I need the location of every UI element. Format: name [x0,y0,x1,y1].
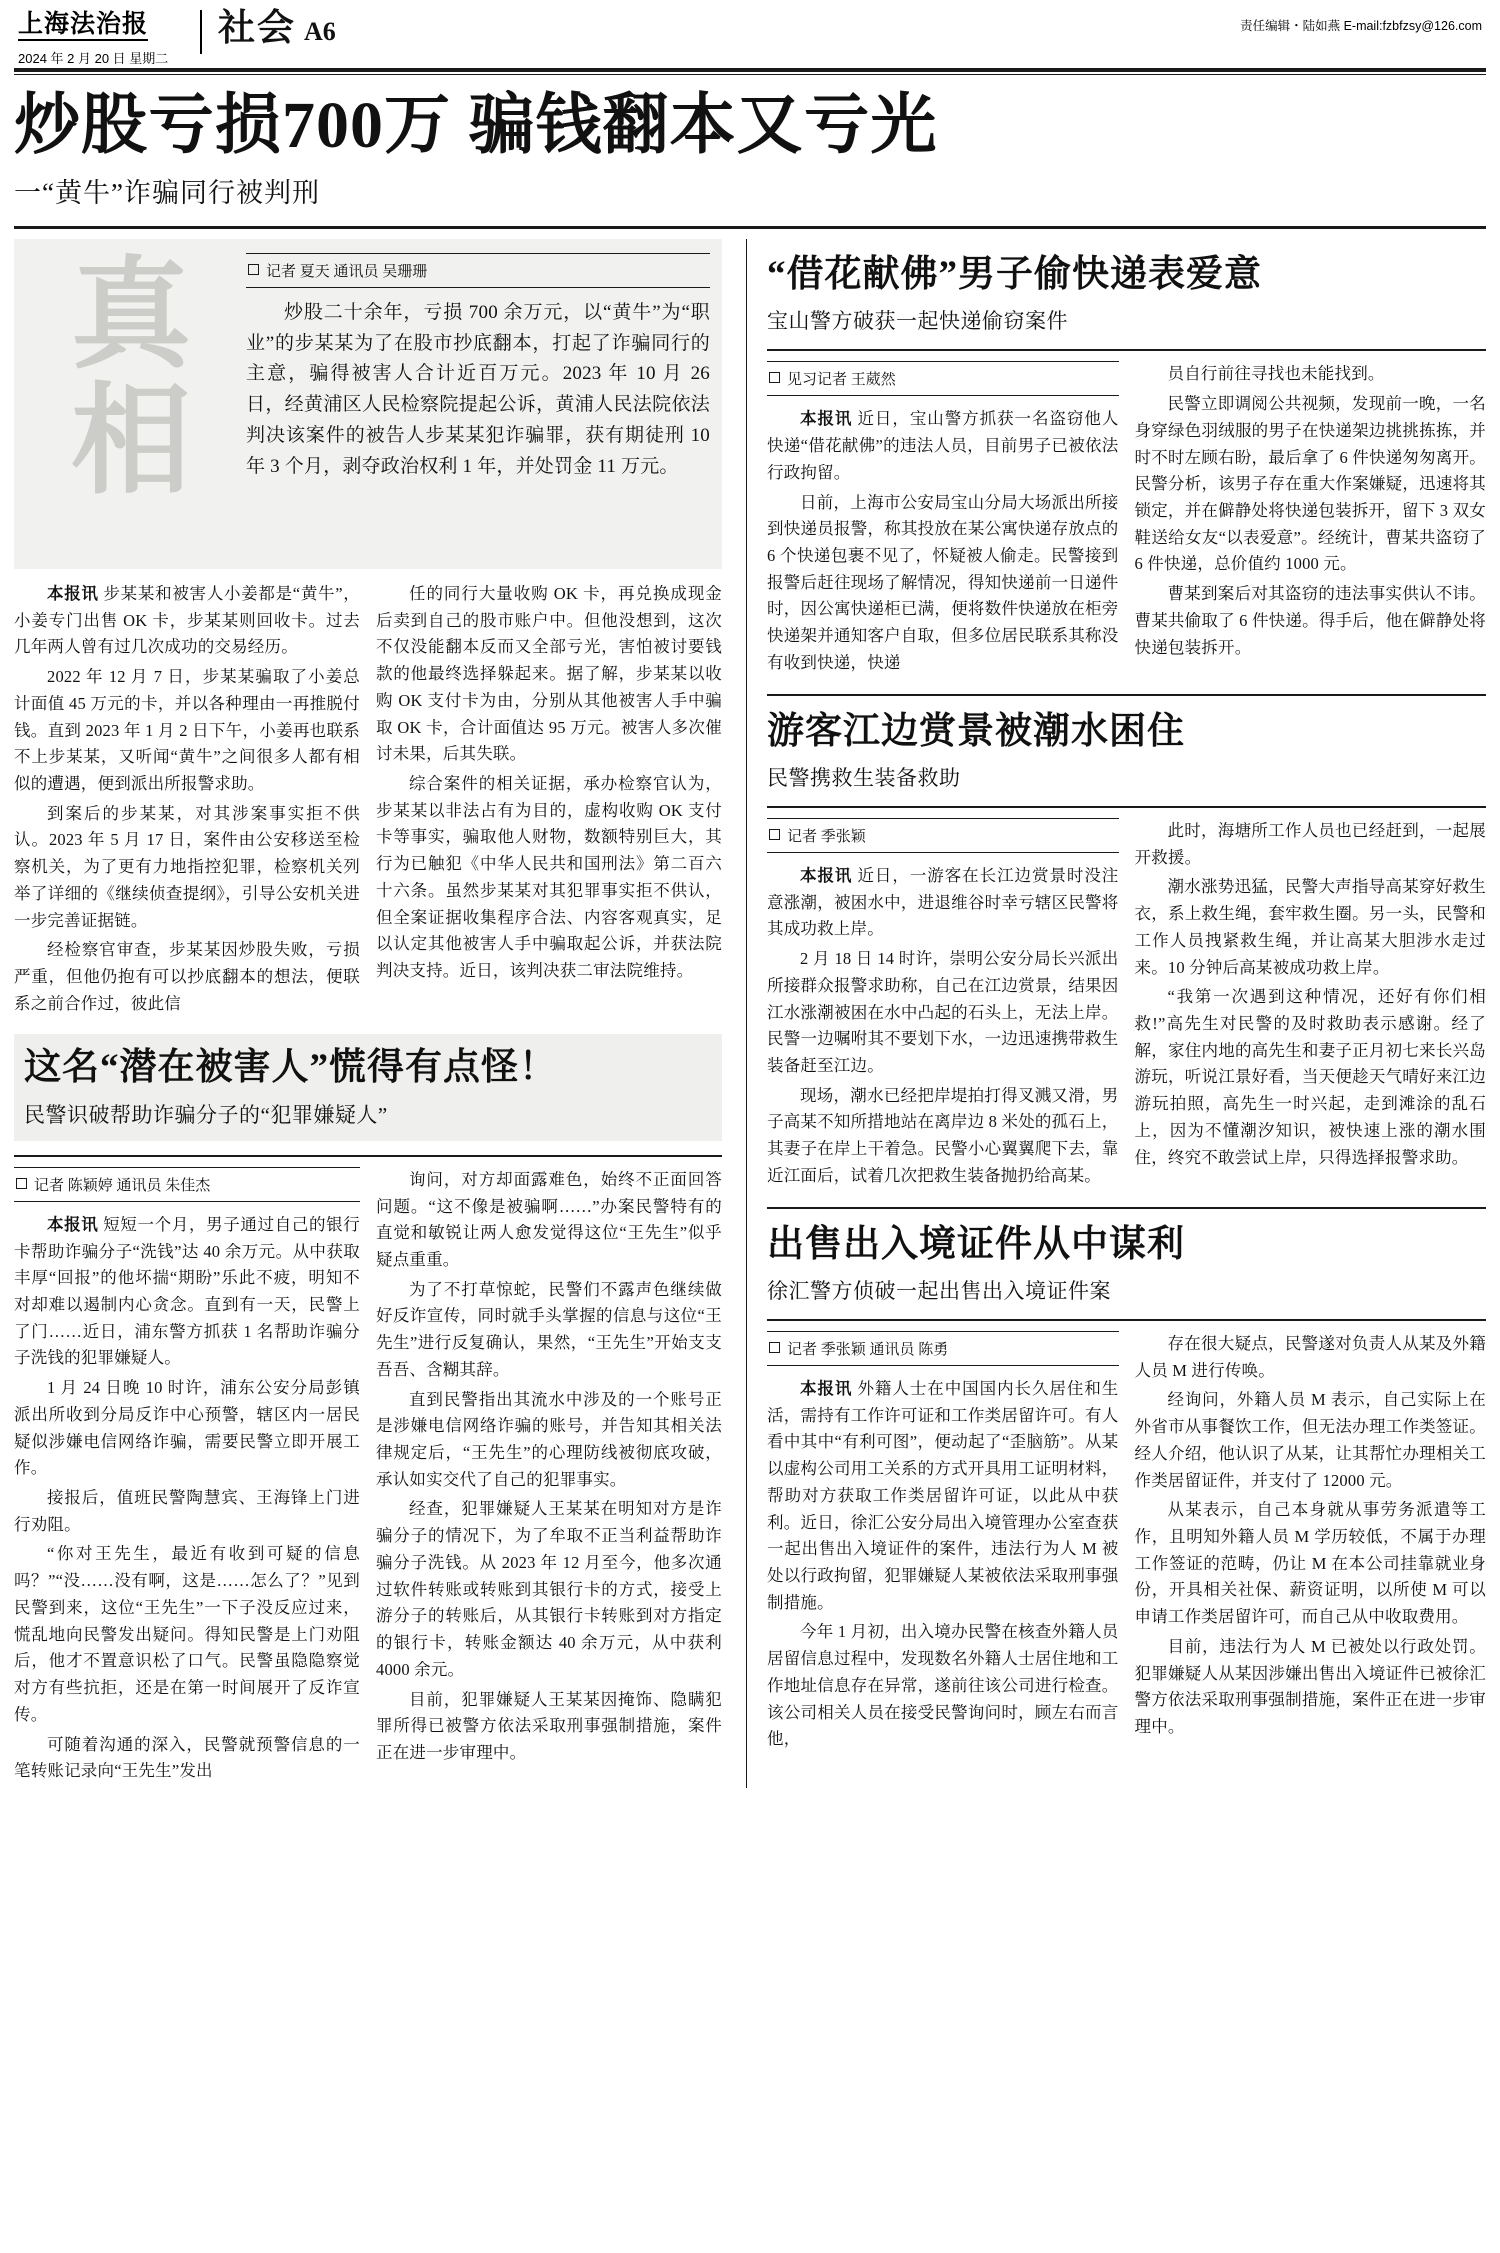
paper-name: 上海法治报 [18,12,148,41]
article5-headline-block [767,1223,1486,1305]
paragraph: 综合案件的相关证据，承办检察官认为，步某某以非法占有为目的，虚构收购 OK 支付卡等事实，骗取他人财物，数额特别巨大，其行为已触犯《中华人民共和国刑法》第二百六十六条。虽然步某某对其犯罪事实拒不供认，但全案证据收集程序合法、内容客观真实，足以认定其他被害人手中骗取起公诉，并获法院判决支持。近日，该判决获二审法院维持。 [376,773,722,981]
paragraph: 任的同行大量收购 OK 卡，再兑换成现金后卖到自己的股市账户中。但他没想到，这次不仅没能翻本反而又全部亏光，害怕被讨要钱款的他最终选择躲起来。据了解，步某某以收购 OK 支付卡为由，分别从其他被害人手中骗取 OK 卡，合计面值达 95 万元。被害人多次催讨未果，后其失联。 [376,583,722,764]
paragraph: 2 月 18 日 14 时许，崇明公安分局长兴派出所接群众报警求助称，自己在江边赏景，结果因江水涨潮被困在水中凸起的石头上，无法上岸。民警一边嘱咐其不要划下水，一边迅速携带救生装备赶至江边。 [767,949,1119,1075]
page-number: A6 [304,17,336,46]
lead-headline: 炒股亏损700万 骗钱翻本又亏光 [14,89,938,162]
lead-article-body [14,581,722,1021]
article4-body [767,818,1486,1193]
article5-col-1 [767,1331,1119,1756]
paper-logo [18,10,194,67]
article3-headline: “借花献佛”男子偷快递表爱意 [767,253,1262,295]
editor-contact: 责任编辑・陆如燕 E-mail:fzbfzsy@126.com [1240,19,1482,33]
lead-headline-block [0,75,1500,214]
article3-rule [767,349,1486,351]
article4-headline: 游客江边赏景被潮水困住 [767,710,1185,752]
article4-subheadline: 民警携救生装备救助 [767,765,961,790]
article2-body [14,1167,722,1788]
column-divider [746,239,747,1788]
article2-byline-text: 记者 陈颖婷 通讯员 朱佳杰 [34,1177,211,1194]
paragraph: 从某表示，自己本身就从事劳务派遣等工作，且明知外籍人员 M 学历较低，不属于办理工作签证的范畴，仍让 M 在本公司挂靠就业身份，开具相关社保、薪资证明，以所使 M 可以申请工作类居留许可，而自己从中收取费用。 [1134,1500,1486,1627]
paragraph: “我第一次遇到这种情况，还好有你们相救!”高先生对民警的及时救助表示感谢。经了解，家住内地的高先生和妻子正月初七来长兴岛游玩，听说江景好看，当天便趁天气晴好来江边游玩拍照，高先生一时兴起，走到滩涂的乱石上，因为不懂潮汐知识，被快速上涨的潮水围住，终究不敢尝试上岸，只得选择报警求助。 [1134,987,1486,1167]
lead-abstract-text [236,253,710,559]
article2-headline-block [14,1034,722,1140]
article4-headline-block [767,710,1486,792]
lead-byline [246,253,710,288]
masthead-divider [200,10,202,54]
paragraph: 1 月 24 日晚 10 时许，浦东公安分局彭镇派出所收到分局反诈中心预警，辖区内一居民疑似涉嫌电信网络诈骗，需要民警立即开展工作。 [14,1378,360,1478]
paragraph: 现场，潮水已经把岸堤拍打得叉溅又滑，男子高某不知所措地站在离岸边 8 米处的孤石上，其妻子在岸上干着急。民警小心翼翼爬下去，靠近江面后，试着几次把救生装备抛扔给高某。 [767,1085,1119,1185]
lead-body-col-1 [14,581,360,1021]
byline-square-icon [248,264,259,275]
paragraph: 为了不打草惊蛇，民警们不露声色继续做好反诈宣传，同时就手头掌握的信息与这位“王先生”进行反复确认，果然，“王先生”开始支支吾吾、含糊其辞。 [376,1279,722,1379]
paragraph: 2022 年 12 月 7 日，步某某骗取了小姜总计面值 45 万元的卡，并以各种理由一再推脱付钱。直到 2023 年 1 月 2 日下午，小姜再也联系不上步某某，又听闻“黄牛”之间很多人都有相似的遭遇，便到派出所报警求助。 [14,667,360,793]
article3-subheadline: 宝山警方破获一起快递偷窃案件 [767,309,1068,334]
paragraph: 存在很大疑点，民警遂对负责人从某及外籍人员 M 进行传唤。 [1134,1333,1486,1380]
lead-byline-text: 记者 夏天 通讯员 吴珊珊 [266,263,428,280]
paragraph: 直到民警指出其流水中涉及的一个账号正是涉嫌电信网络诈骗的账号，并告知其相关法律规定后，“王先生”的心理防线被彻底攻破，承认如实交代了自己的犯罪事实。 [376,1389,722,1489]
paragraph: 经询问，外籍人员 M 表示，自己实际上在外省市从事餐饮工作，但无法办理工作类签证。经人介绍，他认识了从某，让其帮忙办理相关工作类居留证件，并支付了 12000 元。 [1134,1390,1486,1490]
byline-square-icon [16,1178,27,1189]
lead-abstract-paragraph: 炒股二十余年，亏损 700 余万元，以“黄牛”为“职业”的步某某为了在股市抄底翻本，打起了诈骗同行的主意，骗得被害人合计近百万元。2023 年 10 月 26 日，经黄浦区人民检察院提起公诉，黄浦人民法院依法判决该案件的被告人步某某犯诈骗罪，获有期徒刑 10 年 3 个月，剥夺政治权利 1 年，并处罚金 11 万元。 [246,301,710,477]
article3-body [767,361,1486,679]
article4-byline [767,818,1119,853]
left-column [14,239,736,1788]
byline-square-icon [769,829,780,840]
paragraph: 民警立即调阅公共视频，发现前一晚，一名身穿绿色羽绒服的男子在快递架边挑挑拣拣，并时不时左顾右盼，最后拿了 6 件快递匆匆离开。民警分析，该男子存在重大作案嫌疑，迅速将其锁定，并在僻静处将快递包装拆开，留下 3 双女鞋送给女友“以表爱意”。经统计，曹某共盗窃了 6 件快递，总价值约 1000 元。 [1134,394,1486,574]
paragraph: 本报讯 外籍人士在中国国内长久居住和生活，需持有工作许可证和工作类居留许可。有人看中其中“有利可图”，便动起了“歪脑筋”。从某以虚构公司用工关系的方式开具用工证明材料，帮助对方获取工作类居留许可证，以此从中获利。近日，徐汇公安分局出入境管理办公室查获一起出售出入境证件的案件，违法行为人 M 被处以行政拘留，犯罪嫌疑人某被依法采取刑事强制措施。 [767,1378,1119,1612]
body-grid [0,239,1500,1788]
article5-byline [767,1331,1119,1366]
article5-body [767,1331,1486,1756]
lead-rule [14,226,1486,229]
paragraph: 本报讯 近日，宝山警方抓获一名盗窃他人快递“借花献佛”的违法人员，目前男子已被依法行政拘留。 [767,409,1119,482]
watermark-text: 真相 [71,248,191,508]
article2-byline [14,1167,360,1202]
article4-end-rule [767,1207,1486,1209]
article4-byline-text: 记者 季张颖 [787,828,866,845]
right-column [757,239,1486,1788]
article2-col-1 [14,1167,360,1788]
paragraph: 目前，违法行为人 M 已被处以行政处罚。犯罪嫌疑人从某因涉嫌出售出入境证件已被徐汇警方依法采取刑事强制措施，案件正在进一步审理中。 [1134,1636,1486,1736]
article5-subheadline: 徐汇警方侦破一起出售出入境证件案 [767,1278,1111,1303]
article2-rule [14,1155,722,1157]
paragraph: 曹某到案后对其盗窃的违法事实供认不讳。曹某共偷取了 6 件快递。得手后，他在僻静处将快递包装拆开。 [1134,584,1486,657]
article5-rule [767,1319,1486,1321]
paragraph: 询问，对方却面露难色，始终不正面回答问题。“这不像是被骗啊……”办案民警特有的直觉和敏锐让两人愈发觉得这位“王先生”似乎疑点重重。 [376,1169,722,1269]
paragraph: “你对王先生，最近有收到可疑的信息吗？”“没……没有啊，这是……怎么了？”见到民警到来，这位“王先生”一下子没反应过来，慌乱地向民警发出疑问。得知民警是上门劝阻后，他才不置意识松了口气。民警虽隐隐察觉对方有些抗拒，还是在第一时间展开了反诈宣传。 [14,1544,360,1724]
article3-headline-block [767,253,1486,335]
paragraph: 员自行前往寻找也未能找到。 [1167,364,1385,384]
paragraph: 目前，犯罪嫌疑人王某某因掩饰、隐瞒犯罪所得已被警方依法采取刑事强制措施，案件正在进一步审理中。 [376,1689,722,1762]
article4-rule [767,806,1486,808]
publication-date: 2024 年 2 月 20 日 星期二 [18,51,169,66]
article2-headline: 这名“潜在被害人”慌得有点怪！ [24,1047,557,1089]
paragraph: 本报讯 步某某和被害人小姜都是“黄牛”，小姜专门出售 OK 卡，步某某则回收卡。过去几年两人曾有过几次成功的交易经历。 [14,583,360,657]
paragraph: 接报后，值班民警陶慧宾、王海锋上门进行劝阻。 [14,1488,360,1534]
paragraph: 今年 1 月初，出入境办民警在核查外籍人员居留信息过程中，发现数名外籍人士居住地和工作地址信息存在异常，遂前往该公司进行检查。该公司相关人员在接受民警询问时，顾左右而言他， [767,1622,1119,1749]
article5-col-2 [1135,1331,1487,1756]
paragraph: 潮水涨势迅猛，民警大声指导高某穿好救生衣，系上救生绳，套牢救生圈。另一头，民警和工作人员拽紧救生绳，并让高某大胆涉水走过来。10 分钟后高某被成功救上岸。 [1134,877,1486,977]
article4-col-2 [1135,818,1487,1193]
lead-subheadline: 一“黄牛”诈骗同行被判刑 [14,177,320,208]
masthead-rule-thick [14,68,1486,72]
paragraph: 到案后的步某某，对其涉案事实拒不供认。2023 年 5 月 17 日，案件由公安移送至检察机关，为了更有力地指控犯罪，检察机关列举了详细的《继续侦查提纲》，引导公安机关进一步完善证据链。 [14,803,360,930]
article2-col-2 [376,1167,722,1788]
article3-byline-text: 见习记者 王葳然 [787,372,896,389]
article3-byline [767,361,1119,396]
byline-square-icon [769,1342,780,1353]
article5-headline: 出售出入境证件从中谋利 [767,1223,1185,1265]
article3-col-2 [1135,361,1487,679]
byline-square-icon [769,372,780,383]
section-indicator [218,10,336,47]
section-name: 社会 [218,8,296,49]
article3-col-1 [767,361,1119,679]
paragraph: 可随着沟通的深入，民警就预警信息的一笔转账记录向“王先生”发出 [14,1734,360,1781]
paragraph: 日前，上海市公安局宝山分局大场派出所接到快递员报警，称其投放在某公寓快递存放点的 6 个快递包裹不见了，怀疑被人偷走。民警接到报警后赶往现场了解情况，得知快递前一日递件时，因公寓快递柜已满，便将数件快递放在柜旁快递架并通知客户自取，但多位居民联系其称没有收到快递，快递 [767,492,1119,672]
paragraph: 经查，犯罪嫌疑人王某某在明知对方是诈骗分子的情况下，为了牟取不正当利益帮助诈骗分子洗钱。从 2023 年 12 月至今，他多次通过软件转账或转账到其银行卡的方式，接受上游分子的转账后，从其银行卡转账到对方指定的银行卡，转账金额达 40 余万元，从中获利 4000 余元。 [376,1499,722,1679]
masthead [0,0,1500,64]
paragraph: 本报讯 近日，一游客在长江边赏景时没注意涨潮，被困水中，进退维谷时幸亏辖区民警将其成功救上岸。 [767,865,1119,939]
lead-article-abstract [14,239,722,569]
article5-byline-text: 记者 季张颖 通讯员 陈勇 [787,1341,949,1358]
lead-body-col-2 [376,581,722,1021]
article4-col-1 [767,818,1119,1193]
paragraph: 此时，海塘所工作人员也已经赶到，一起展开救援。 [1134,820,1486,867]
paragraph: 本报讯 短短一个月，男子通过自己的银行卡帮助诈骗分子“洗钱”达 40 余万元。从中获取丰厚“回报”的他坏揣“期盼”乐此不疲，明知不对却难以遏制内心贪念。直到有一天，民警上了门……近日，浦东警方抓获 1 名帮助诈骗分子洗钱的犯罪嫌疑人。 [14,1214,360,1368]
article2-subheadline: 民警识破帮助诈骗分子的“犯罪嫌疑人” [24,1102,388,1127]
paragraph: 经检察官审查，步某某因炒股失败，亏损严重，但他仍抱有可以抄底翻本的想法，便联系之前合作过，彼此信 [14,940,360,1013]
article3-end-rule [767,694,1486,696]
watermark-graphic [26,248,236,559]
